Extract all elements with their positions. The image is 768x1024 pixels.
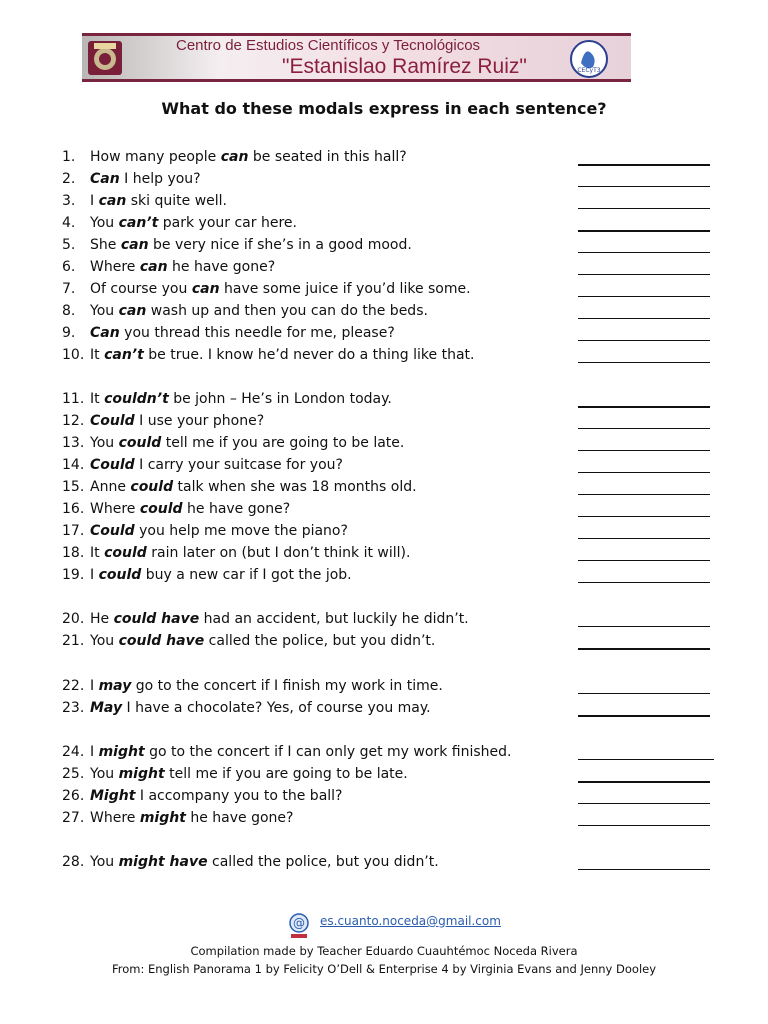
modal-verb: Can — [90, 171, 120, 187]
question-item — [62, 256, 275, 278]
question-item — [62, 498, 290, 520]
question-text-before: Where — [90, 259, 140, 275]
question-item — [62, 322, 395, 344]
question-text-after: be true. I know he’d never do a thing like that. — [143, 347, 475, 363]
question-item — [62, 190, 227, 212]
question-number: 4. — [62, 215, 76, 231]
question-number: 15. — [62, 479, 85, 495]
modal-verb: May — [90, 700, 123, 716]
question-number: 18. — [62, 545, 85, 561]
question-number: 22. — [62, 678, 85, 694]
answer-blank[interactable] — [578, 648, 710, 650]
answer-blank[interactable] — [578, 582, 710, 583]
question-text-after: I have a chocolate? Yes, of course you may. — [122, 700, 431, 716]
question-item — [62, 697, 431, 719]
answer-blank[interactable] — [578, 825, 710, 826]
question-item — [62, 807, 293, 829]
question-text-before: You — [90, 766, 119, 782]
question-text-before: Of course you — [90, 281, 192, 297]
modal-verb: can — [139, 259, 168, 275]
question-number: 21. — [62, 633, 85, 649]
question-item — [62, 608, 469, 630]
answer-blank[interactable] — [578, 252, 710, 253]
modal-verb: Can — [90, 325, 120, 341]
question-text-before: You — [90, 633, 119, 649]
question-text-before: You — [90, 854, 119, 870]
answer-blank[interactable] — [578, 318, 710, 319]
question-item — [62, 763, 408, 785]
question-text-after: he have gone? — [182, 501, 291, 517]
question-number: 10. — [62, 347, 85, 363]
question-text-after: have some juice if you’d like some. — [219, 281, 471, 297]
modal-verb: can — [191, 281, 220, 297]
question-text-before: Where — [90, 501, 140, 517]
question-number: 7. — [62, 281, 76, 297]
question-text-after: I accompany you to the ball? — [135, 788, 343, 804]
question-item — [62, 630, 435, 652]
question-text-after: called the police, but you didn’t. — [207, 854, 439, 870]
question-item — [62, 520, 348, 542]
question-item — [62, 454, 343, 476]
modal-verb: could have — [113, 611, 200, 627]
question-item — [62, 168, 201, 190]
question-number: 17. — [62, 523, 85, 539]
answer-blank[interactable] — [578, 693, 710, 694]
compilation-credit: Compilation made by Teacher Eduardo Cuauhtémoc Noceda Rivera — [190, 944, 578, 958]
question-item — [62, 851, 439, 873]
question-number: 16. — [62, 501, 85, 517]
question-text-after: had an accident, but luckily he didn’t. — [199, 611, 469, 627]
svg-text:@: @ — [293, 916, 305, 930]
modal-verb: can’t — [118, 215, 159, 231]
question-text-after: go to the concert if I finish my work in time. — [131, 678, 443, 694]
answer-blank[interactable] — [578, 340, 710, 341]
question-text-after: be john – He’s in London today. — [168, 391, 392, 407]
answer-blank[interactable] — [578, 626, 710, 627]
answer-blank[interactable] — [578, 296, 710, 297]
question-item — [62, 564, 352, 586]
modal-verb: can — [220, 149, 249, 165]
question-item — [62, 388, 392, 410]
modal-verb: could — [139, 501, 183, 517]
modal-verb: might — [139, 810, 186, 826]
modal-verb: can’t — [104, 347, 144, 363]
question-text-after: be seated in this hall? — [248, 149, 407, 165]
question-number: 5. — [62, 237, 76, 253]
modal-verb: Might — [90, 788, 136, 804]
question-number: 12. — [62, 413, 85, 429]
question-number: 2. — [62, 171, 76, 187]
question-text-before: I — [90, 678, 99, 694]
question-item — [62, 300, 428, 322]
answer-blank[interactable] — [578, 406, 710, 408]
answer-blank[interactable] — [578, 428, 710, 429]
question-text-after: buy a new car if I got the job. — [141, 567, 352, 583]
question-number: 8. — [62, 303, 76, 319]
question-text-after: I use your phone? — [134, 413, 265, 429]
question-text-before: Anne — [90, 479, 131, 495]
question-item — [62, 344, 474, 366]
header-banner — [82, 33, 631, 82]
svg-text:CECyT3: CECyT3 — [577, 67, 601, 74]
question-text-after: he have gone? — [167, 259, 276, 275]
modal-verb: may — [98, 678, 132, 694]
answer-blank[interactable] — [578, 186, 710, 187]
question-text-before: It — [90, 347, 105, 363]
email-link[interactable]: es.cuanto.noceda@gmail.com — [320, 914, 501, 928]
question-text-before: She — [90, 237, 121, 253]
answer-blank[interactable] — [578, 516, 710, 517]
question-text-after: wash up and then you can do the beds. — [146, 303, 428, 319]
question-item — [62, 741, 511, 763]
question-item — [62, 476, 417, 498]
question-number: 11. — [62, 391, 85, 407]
ipn-shield-icon — [86, 39, 124, 77]
modal-verb: can — [98, 193, 127, 209]
question-text-before: It — [90, 545, 105, 561]
question-text-after: called the police, but you didn’t. — [204, 633, 436, 649]
answer-blank[interactable] — [578, 560, 710, 561]
question-item — [62, 146, 407, 168]
answer-blank[interactable] — [578, 494, 710, 495]
question-text-before: I — [90, 567, 99, 583]
question-text-after: I carry your suitcase for you? — [134, 457, 343, 473]
answer-blank[interactable] — [578, 869, 710, 870]
modal-verb: could — [118, 435, 162, 451]
question-text-after: tell me if you are going to be late. — [161, 435, 405, 451]
answer-blank[interactable] — [578, 208, 710, 209]
question-number: 9. — [62, 325, 76, 341]
page-title: What do these modals express in each sentence? — [161, 99, 607, 118]
question-text-before: How many people — [90, 149, 221, 165]
email-at-icon — [287, 913, 311, 939]
question-text-before: Where — [90, 810, 140, 826]
question-item — [62, 675, 443, 697]
question-number: 13. — [62, 435, 85, 451]
answer-blank[interactable] — [578, 274, 710, 275]
question-text-after: tell me if you are going to be late. — [164, 766, 408, 782]
question-item — [62, 278, 471, 300]
question-item — [62, 432, 404, 454]
question-number: 26. — [62, 788, 85, 804]
answer-blank[interactable] — [578, 803, 710, 804]
answer-blank[interactable] — [578, 538, 710, 539]
question-number: 3. — [62, 193, 76, 209]
question-number: 23. — [62, 700, 85, 716]
modal-verb: Could — [90, 413, 135, 429]
question-text-after: ski quite well. — [126, 193, 227, 209]
modal-verb: could — [130, 479, 174, 495]
cecyt-seal-icon — [569, 39, 609, 79]
answer-blank[interactable] — [578, 450, 710, 451]
question-text-before: I — [90, 193, 99, 209]
question-item — [62, 234, 412, 256]
question-number: 20. — [62, 611, 85, 627]
source-credit: From: English Panorama 1 by Felicity O’Dell & Enterprise 4 by Virginia Evans and Jenny Dooley — [111, 962, 657, 976]
modal-verb: couldn’t — [104, 391, 169, 407]
modal-verb: can — [118, 303, 147, 319]
modal-verb: might have — [118, 854, 208, 870]
modal-verb: could — [98, 567, 142, 583]
question-text-after: go to the concert if I can only get my work finished. — [144, 744, 512, 760]
modal-verb: could — [104, 545, 147, 561]
question-text-before: It — [90, 391, 105, 407]
question-text-after: he have gone? — [185, 810, 294, 826]
question-text-after: rain later on (but I don’t think it will). — [146, 545, 411, 561]
school-name-line1: Centro de Estudios Científicos y Tecnológicos — [176, 37, 481, 54]
answer-blank[interactable] — [578, 164, 710, 166]
modal-verb: might — [118, 766, 165, 782]
question-text-after: talk when she was 18 months old. — [173, 479, 417, 495]
modal-verb: could have — [118, 633, 205, 649]
modal-verb: can — [120, 237, 149, 253]
modal-verb: might — [98, 744, 145, 760]
answer-blank[interactable] — [578, 715, 710, 717]
question-item — [62, 410, 264, 432]
question-item — [62, 785, 342, 807]
question-text-before: He — [90, 611, 114, 627]
modal-verb: Could — [90, 457, 135, 473]
school-name-line2: "Estanislao Ramírez Ruiz" — [282, 55, 527, 78]
modal-verb: Could — [90, 523, 135, 539]
question-text-before: You — [90, 303, 119, 319]
question-number: 14. — [62, 457, 85, 473]
question-text-after: be very nice if she’s in a good mood. — [148, 237, 412, 253]
question-text-before: You — [90, 215, 119, 231]
question-number: 6. — [62, 259, 76, 275]
answer-blank[interactable] — [578, 362, 710, 363]
question-item — [62, 542, 410, 564]
question-text-after: I help you? — [119, 171, 201, 187]
question-text-before: You — [90, 435, 119, 451]
question-number: 25. — [62, 766, 85, 782]
question-number: 27. — [62, 810, 85, 826]
question-text-after: you help me move the piano? — [134, 523, 348, 539]
question-number: 19. — [62, 567, 85, 583]
question-number: 28. — [62, 854, 85, 870]
question-item — [62, 212, 297, 234]
answer-blank[interactable] — [578, 781, 710, 783]
question-text-before: I — [90, 744, 99, 760]
question-number: 24. — [62, 744, 85, 760]
question-text-after: you thread this needle for me, please? — [119, 325, 395, 341]
answer-blank[interactable] — [578, 759, 714, 760]
answer-blank[interactable] — [578, 230, 710, 232]
question-text-after: park your car here. — [158, 215, 297, 231]
question-number: 1. — [62, 149, 76, 165]
answer-blank[interactable] — [578, 472, 710, 473]
